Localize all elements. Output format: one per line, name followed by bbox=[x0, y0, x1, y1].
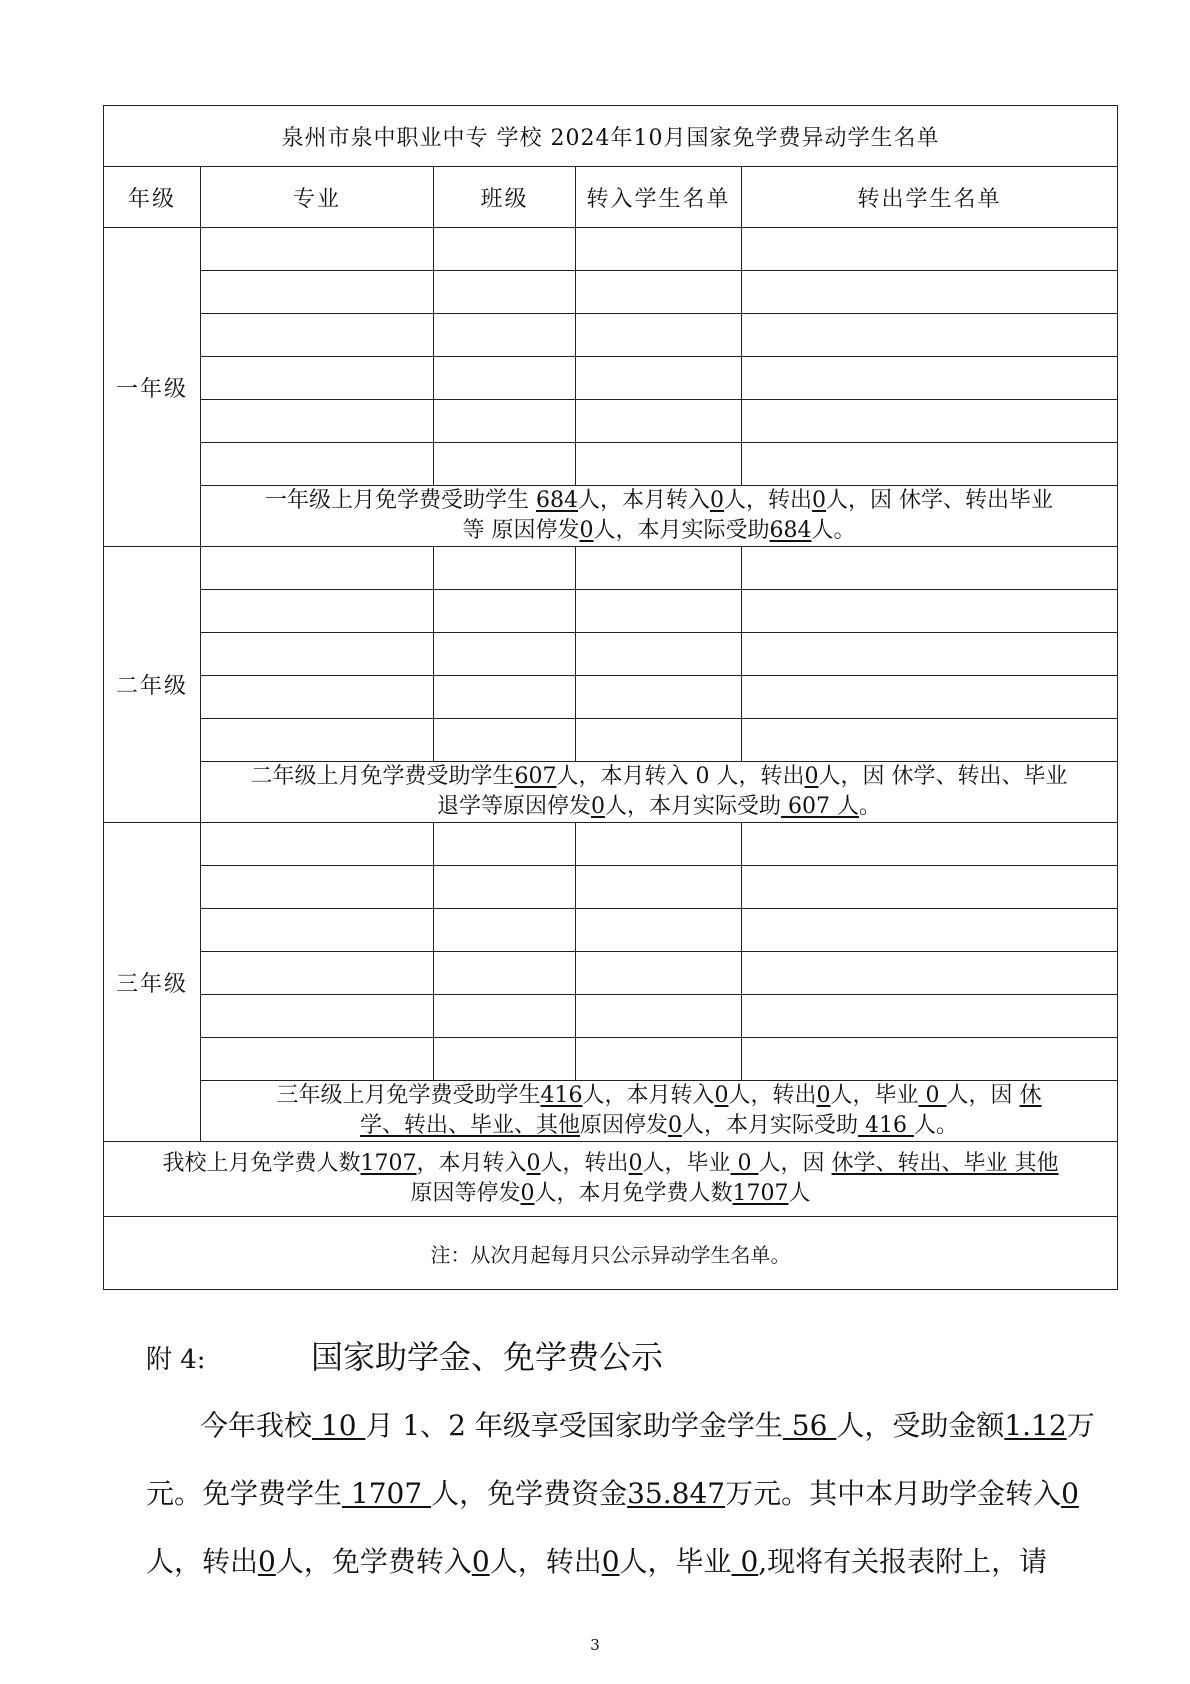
table-row bbox=[104, 400, 1118, 443]
table-row bbox=[104, 271, 1118, 314]
table-row bbox=[104, 909, 1118, 952]
table-row bbox=[104, 443, 1118, 486]
table-row bbox=[104, 995, 1118, 1038]
header-major: 专业 bbox=[201, 167, 434, 228]
appendix-title: 国家助学金、免学费公示 bbox=[311, 1338, 664, 1376]
table-row bbox=[104, 823, 1118, 866]
table-row bbox=[104, 228, 1118, 271]
table-row bbox=[104, 590, 1118, 633]
page-number: 3 bbox=[590, 1636, 600, 1654]
table-row bbox=[104, 547, 1118, 590]
table-row bbox=[104, 1038, 1118, 1081]
table-row bbox=[104, 866, 1118, 909]
appendix-paragraph-line2: 元。免学费学生 1707 人，免学费资金35.847万元。其中本月助学金转入0 bbox=[146, 1477, 1079, 1510]
grade3-summary: 三年级上月免学费受助学生416人，本月转入0人，转出0人，毕业 0 人，因 休 学、转出、毕业、其他原因停发0人，本月实际受助 416 人。 bbox=[201, 1081, 1118, 1142]
grade2-label: 二年级 bbox=[104, 547, 201, 823]
grade1-label: 一年级 bbox=[104, 228, 201, 547]
table-row bbox=[104, 314, 1118, 357]
grade3-label: 三年级 bbox=[104, 823, 201, 1142]
table-row bbox=[104, 357, 1118, 400]
school-summary: 我校上月免学费人数1707，本月转入0人，转出0人，毕业 0 人，因 休学、转出、毕业 其他 原因等停发0人，本月免学费人数1707人 bbox=[104, 1142, 1118, 1217]
table-row bbox=[104, 719, 1118, 762]
header-transfer-in: 转入学生名单 bbox=[576, 167, 742, 228]
appendix-label: 附 4: bbox=[146, 1345, 206, 1375]
appendix-paragraph-line1: 今年我校 10 月 1、2 年级享受国家助学金学生 56 人，受助金额1.12万 bbox=[200, 1409, 1095, 1442]
appendix-heading bbox=[146, 1332, 663, 1378]
table-row bbox=[104, 676, 1118, 719]
table-note: 注：从次月起每月只公示异动学生名单。 bbox=[104, 1217, 1118, 1290]
table-title: 泉州市泉中职业中专 学校 2024年10月国家免学费异动学生名单 bbox=[104, 106, 1118, 167]
header-transfer-out: 转出学生名单 bbox=[742, 167, 1118, 228]
table-row bbox=[104, 633, 1118, 676]
exemption-change-table bbox=[103, 105, 1118, 1290]
grade2-summary: 二年级上月免学费受助学生607人，本月转入 0 人，转出0人，因 休学、转出、毕业 退学等原因停发0人，本月实际受助 607 人。 bbox=[201, 762, 1118, 823]
table-row bbox=[104, 952, 1118, 995]
grade1-summary: 一年级上月免学费受助学生 684人，本月转入0人，转出0人，因 休学、转出毕业 等 原因停发0人，本月实际受助684人。 bbox=[201, 486, 1118, 547]
header-grade: 年级 bbox=[104, 167, 201, 228]
appendix-paragraph-line3: 人，转出0人，免学费转入0人，转出0人，毕业 0,现将有关报表附上，请 bbox=[146, 1545, 1048, 1578]
header-class: 班级 bbox=[434, 167, 576, 228]
